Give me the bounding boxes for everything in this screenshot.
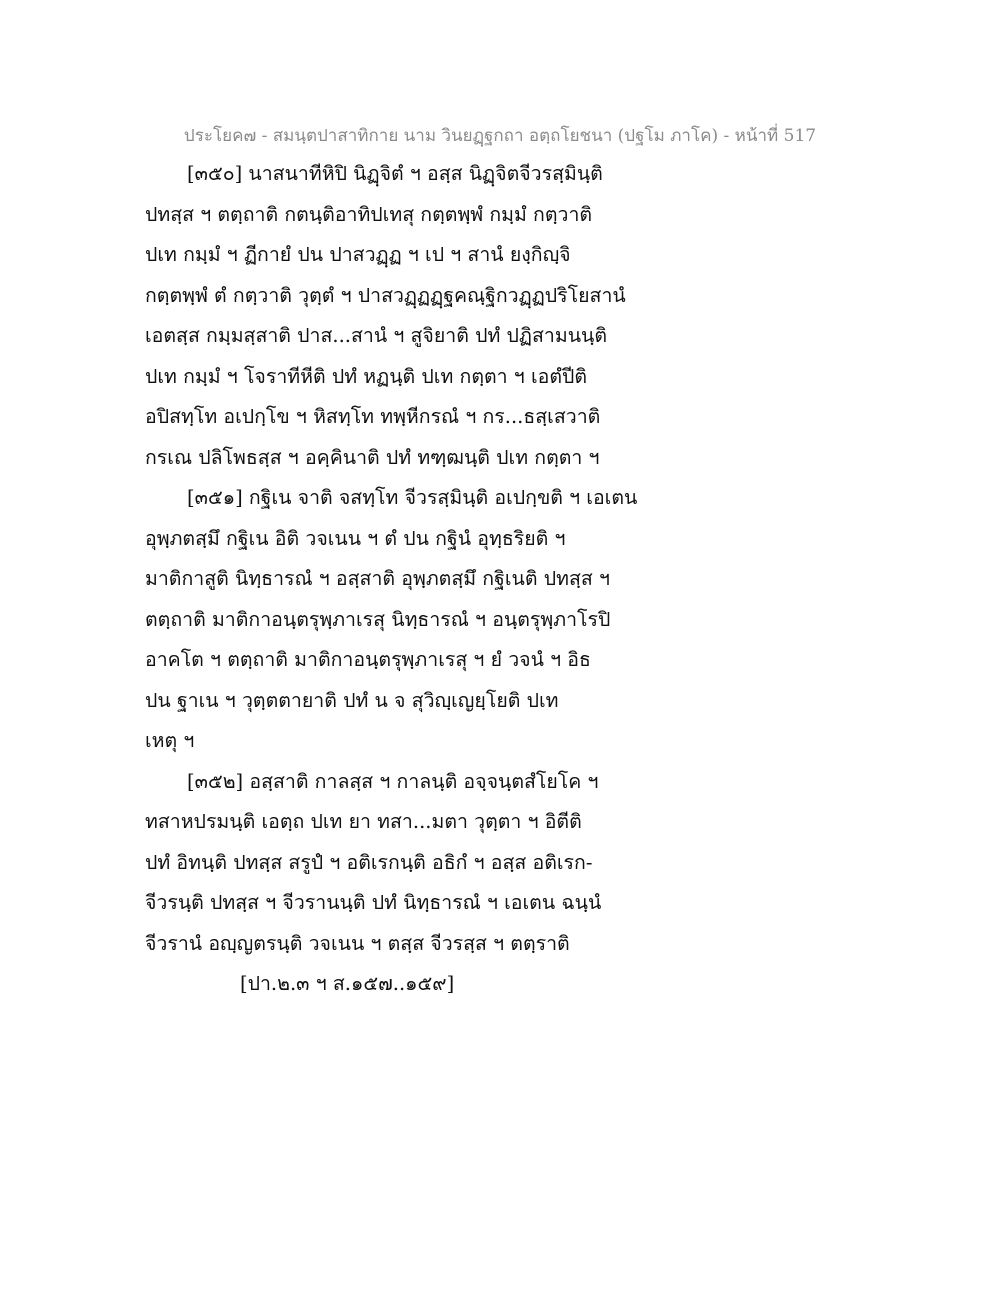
- text-line: อปิสทฺโท อเปกฺโข ฯ หิสทฺโท ทพฺหีกรณํ ฯ กร...ธสฺเสวาติ: [145, 405, 601, 428]
- text-line: อุพฺภตสฺมึ กฐิเน อิติ วจเนน ฯ ตํ ปน กฐินํ อุทฺธริยติ ฯ: [145, 526, 566, 550]
- text-line: [๓๕๐] นาสนาทีหิปิ นิฏฺจิตํ ฯ อสฺส นิฏฺจิตจีวรสฺมินฺติ: [187, 162, 603, 185]
- text-line: กรเณ ปลิโพธสฺส ฯ อคฺคินาติ ปทํ ทฑฺฒนฺติ ปเท กตฺตา ฯ: [145, 445, 600, 469]
- text-line: ปเท กมฺมํ ฯ โจราทีหีติ ปทํ หฏนฺติ ปเท กตฺตา ฯ เอตํปีติ: [145, 364, 588, 388]
- body-text: [145, 154, 845, 1005]
- text-line: ปทสฺส ฯ ตตฺถาติ กตนฺติอาทิปเทสุ กตฺตพฺพํ กมฺมํ กตฺวาติ: [145, 202, 593, 226]
- text-line: เอตสฺส กมฺมสฺสาติ ปาส...สานํ ฯ สูจิยาติ ปทํ ปฏิสามนนฺติ: [145, 324, 608, 347]
- text-line: [๓๕๒] อสฺสาติ กาลสฺส ฯ กาลนฺติ อจฺจนฺตสํโยโค ฯ: [187, 769, 599, 793]
- page-header: ประโยค๗ - สมนฺตปาสาทิกาย นาม วินยฏฺฐกถา อตฺถโยชนา (ปฐโม ภาโค) - หน้าที่ 517: [183, 126, 817, 146]
- text-line: อาคโต ฯ ตตฺถาติ มาติกาอนฺตรุพฺภาเรสุ ฯ ยํ วจนํ ฯ อิธ: [145, 648, 591, 671]
- text-line: ปทํ อิทนฺติ ปทสฺส สรูปํ ฯ อติเรกนฺติ อธิกํ ฯ อสฺส อติเรก-: [145, 850, 593, 874]
- text-line: จีวรนฺติ ปทสฺส ฯ จีวรานนฺติ ปทํ นิทฺธารณํ ฯ เอเตน ฉนฺนํ: [145, 891, 602, 914]
- reference-note: [ปา.๒.๓ ฯ ส.๑๕๗..๑๕๙]: [240, 972, 455, 995]
- text-line: จีวรานํ อญฺญตรนฺติ วจเนน ฯ ตสฺส จีวรสฺส ฯ ตตฺราติ: [145, 931, 570, 955]
- text-line: เหตุ ฯ: [145, 729, 195, 752]
- text-line: กตฺตพฺพํ ตํ กตฺวาติ วุตฺตํ ฯ ปาสวฏฺฏฏฺฐคณฺฐิกวฏฺฏปริโยสานํ: [145, 283, 626, 307]
- text-line: มาติกาสูติ นิทฺธารณํ ฯ อสฺสาติ อุพฺภตสฺมึ กฐิเนติ ปทสฺส ฯ: [145, 567, 610, 590]
- text-line: ทสาหปรมนฺติ เอตฺถ ปเท ยา ทสา...มตา วุตฺตา ฯ อิตีติ: [145, 810, 582, 833]
- text-line: [๓๕๑] กฐิเน จาติ จสทฺโท จีวรสฺมินฺติ อเปกฺขติ ฯ เอเตน: [187, 486, 638, 509]
- text-line: ปเท กมฺมํ ฯ ฏีกายํ ปน ปาสวฏฺฏ ฯ เป ฯ สานํ ยงฺกิญฺจิ: [145, 243, 571, 266]
- text-line: ปน ฐาเน ฯ วุตฺตตายาติ ปทํ น จ สุวิญฺเญยฺโยติ ปเท: [145, 688, 559, 712]
- text-line: ตตฺถาติ มาติกาอนฺตรุพฺภาเรสุ นิทฺธารณํ ฯ อนฺตรุพฺภาโรปิ: [145, 607, 611, 631]
